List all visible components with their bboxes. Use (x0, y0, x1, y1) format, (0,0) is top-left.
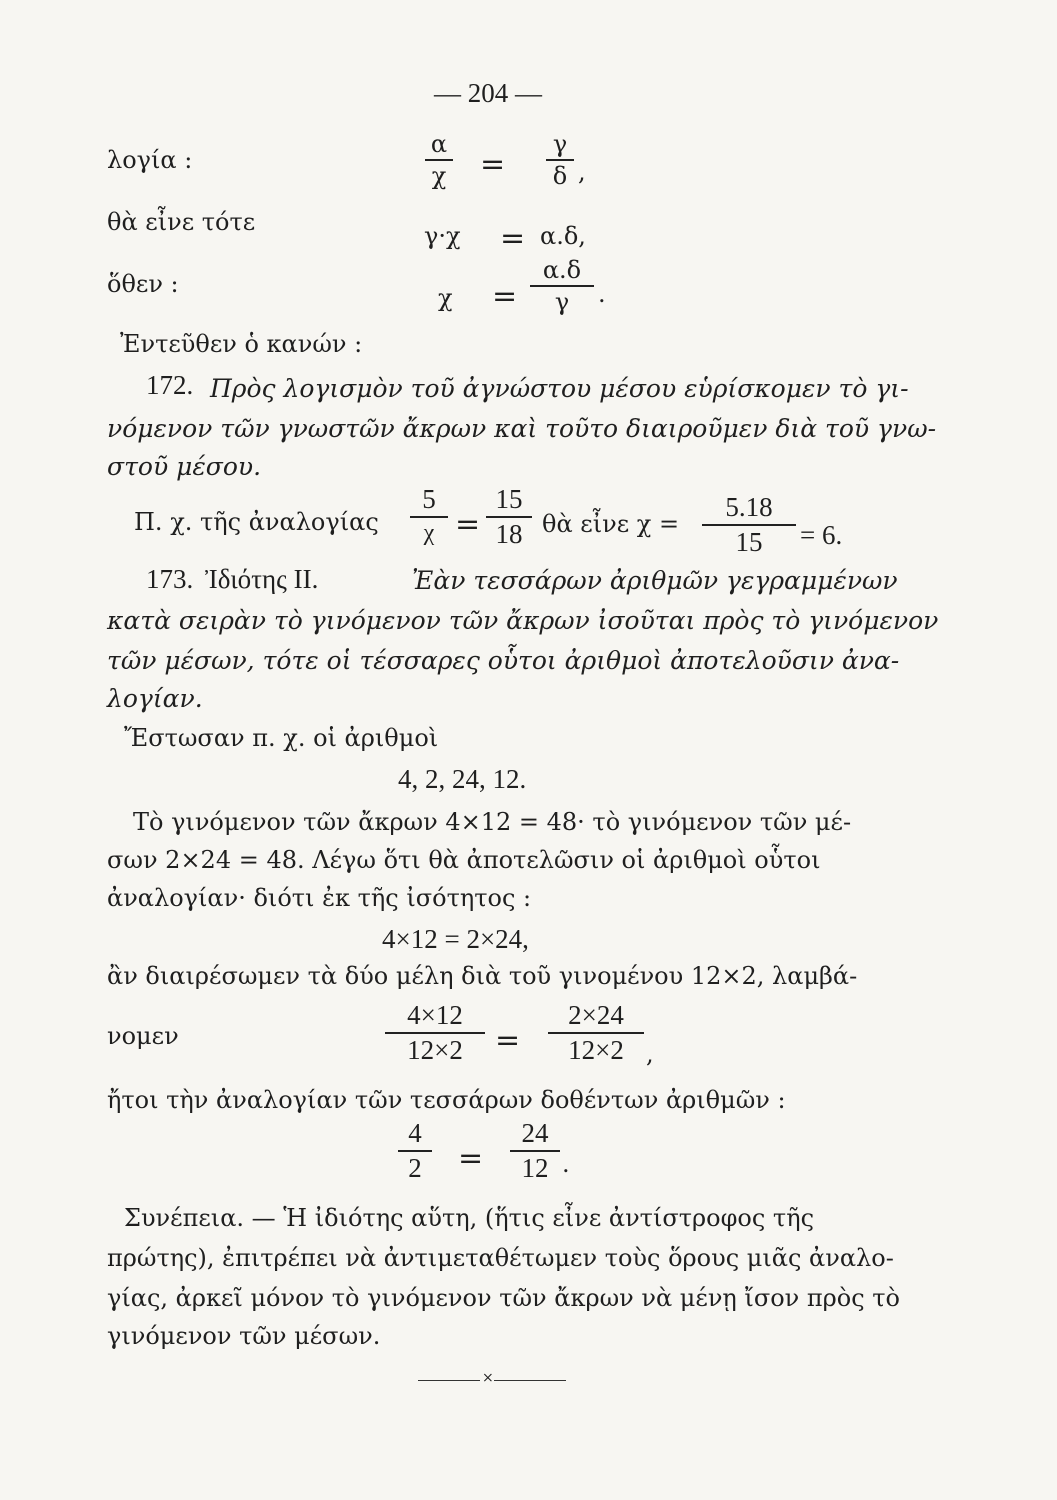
eq1-lhs-fraction (425, 132, 453, 188)
prop-173-line4: λογίαν. (107, 684, 203, 713)
eq3-label: ὅθεν : (107, 270, 179, 298)
eq1-lhs-den: χ (431, 162, 447, 190)
end-mark: × (482, 1370, 494, 1386)
body-fB-comma: , (646, 1040, 654, 1068)
body-line-3: σων 2×24 = 48. Λέγω ὅτι θὰ ἀποτελῶσιν οἱ ἀριθμοὶ οὗτοι (107, 846, 821, 874)
eq3-fraction (530, 258, 594, 314)
prop-173-title: Ἰδιότης II. (205, 564, 319, 594)
corollary-line-1: Συνέπεια. — Ἡ ἰδιότης αὕτη, (ἥτις εἶνε ἀντίστροφος τῆς (124, 1204, 815, 1232)
body-fraction-c (398, 1120, 432, 1182)
body-equals-2: = (458, 1141, 484, 1176)
body-line-6: νομεν (107, 1022, 179, 1050)
body-line-5: ἂν διαιρέσωμεν τὰ δύο μέλη διὰ τοῦ γινομένου 12×2, λαμβά- (107, 962, 858, 990)
body-line-1: Ἔστωσαν π. χ. οἱ ἀριθμοὶ (124, 724, 439, 752)
page-number: — 204 — (434, 78, 542, 108)
end-rule-left (418, 1380, 480, 1381)
body-fC-den: 2 (408, 1153, 422, 1183)
eq3-equals: = (492, 279, 518, 314)
example-f2-num: 15 (495, 484, 523, 514)
body-fC-num: 4 (408, 1118, 422, 1148)
rule-172-line2: νόμενον τῶν γνωστῶν ἄκρων καὶ τοῦτο διαιροῦμεν διὰ τοῦ γνω- (107, 414, 937, 443)
eq3-period: . (598, 280, 606, 308)
body-fraction-a (385, 1002, 485, 1064)
body-fraction-d (510, 1120, 560, 1182)
eq2-rhs: α.δ, (540, 222, 586, 250)
corollary-line-4: γινόμενον τῶν μέσων. (107, 1322, 381, 1350)
body-fA-num: 4×12 (407, 1000, 463, 1030)
body-line-2: Τὸ γινόμενον τῶν ἄκρων 4×12 = 48· τὸ γινόμενον τῶν μέ- (133, 808, 852, 836)
prop-173-number: 173. (146, 564, 194, 594)
rule-172-number: 172. (146, 370, 194, 400)
example-fraction-3 (702, 494, 796, 556)
eq3-lhs: χ (438, 284, 453, 312)
example-fraction-2 (486, 486, 532, 548)
example-equals: = (455, 507, 481, 542)
body-fD-den: 12 (521, 1153, 549, 1183)
body-fB-den: 12×2 (568, 1035, 624, 1065)
body-fraction-b (548, 1002, 644, 1064)
eq1-label: λογία : (107, 146, 193, 174)
body-fA-den: 12×2 (407, 1035, 463, 1065)
eq3-num: α.δ (542, 256, 582, 284)
prop-173-line3: τῶν μέσων, τότε οἱ τέσσαρες οὗτοι ἀριθμοὶ ἀποτελοῦσιν ἀνα- (107, 646, 900, 675)
eq1-lhs-num: α (430, 130, 448, 158)
eq2-lhs: γ·χ (424, 222, 461, 250)
body-fB-num: 2×24 (568, 1000, 624, 1030)
eq1-comma: , (578, 158, 586, 186)
rule-172-line1: Πρὸς λογισμὸν τοῦ ἀγνώστου μέσου εὑρίσκομεν τὸ γι- (210, 374, 909, 403)
body-fD-num: 24 (521, 1118, 549, 1148)
rule-intro: Ἐντεῦθεν ὁ κανών : (120, 330, 363, 358)
eq1-rhs-fraction (546, 132, 574, 188)
example-mid: θὰ εἶνε χ = (542, 510, 680, 538)
body-fD-period: . (562, 1150, 570, 1178)
body-line-4: ἀναλογίαν· διότι ἐκ τῆς ἰσότητος : (107, 884, 532, 912)
corollary-line-2: πρώτης), ἐπιτρέπει νὰ ἀντιμεταθέτωμεν τοὺς ὅρους μιᾶς ἀναλο- (107, 1244, 894, 1272)
eq1-rhs-num: γ (552, 130, 568, 158)
body-line-7: ἤτοι τὴν ἀναλογίαν τῶν τεσσάρων δοθέντων ἀριθμῶν : (107, 1086, 786, 1114)
rule-172-line3: στοῦ μέσου. (107, 452, 262, 481)
body-equals: = (495, 1023, 521, 1058)
example-prefix: Π. χ. τῆς ἀναλογίας (134, 508, 379, 536)
example-f3-den: 15 (735, 527, 763, 557)
example-f1-num: 5 (422, 484, 436, 514)
prop-173-line1: Ἐὰν τεσσάρων ἀριθμῶν γεγραμμένων (412, 566, 898, 595)
example-f1-den: χ (423, 520, 435, 546)
eq1-equals: = (480, 147, 506, 182)
eq3-den: γ (554, 288, 570, 316)
example-f3-num: 5.18 (725, 492, 773, 522)
eq2-equals: = (500, 221, 526, 256)
body-numbers: 4, 2, 24, 12. (398, 764, 527, 794)
example-result: = 6. (800, 520, 843, 550)
corollary-line-3: γίας, ἀρκεῖ μόνον τὸ γινόμενον τῶν ἄκρων νὰ μένῃ ἴσον πρὸς τὸ (107, 1284, 901, 1312)
eq2-label: θὰ εἶνε τότε (107, 208, 256, 236)
body-equation-a: 4×12 = 2×24, (382, 924, 529, 954)
end-rule-right (494, 1380, 566, 1381)
example-fraction-1 (410, 486, 448, 545)
eq1-rhs-den: δ (552, 162, 568, 190)
prop-173-line2: κατὰ σειρὰν τὸ γινόμενον τῶν ἄκρων ἰσοῦται πρὸς τὸ γινόμενον (107, 606, 939, 635)
example-f2-den: 18 (495, 519, 523, 549)
